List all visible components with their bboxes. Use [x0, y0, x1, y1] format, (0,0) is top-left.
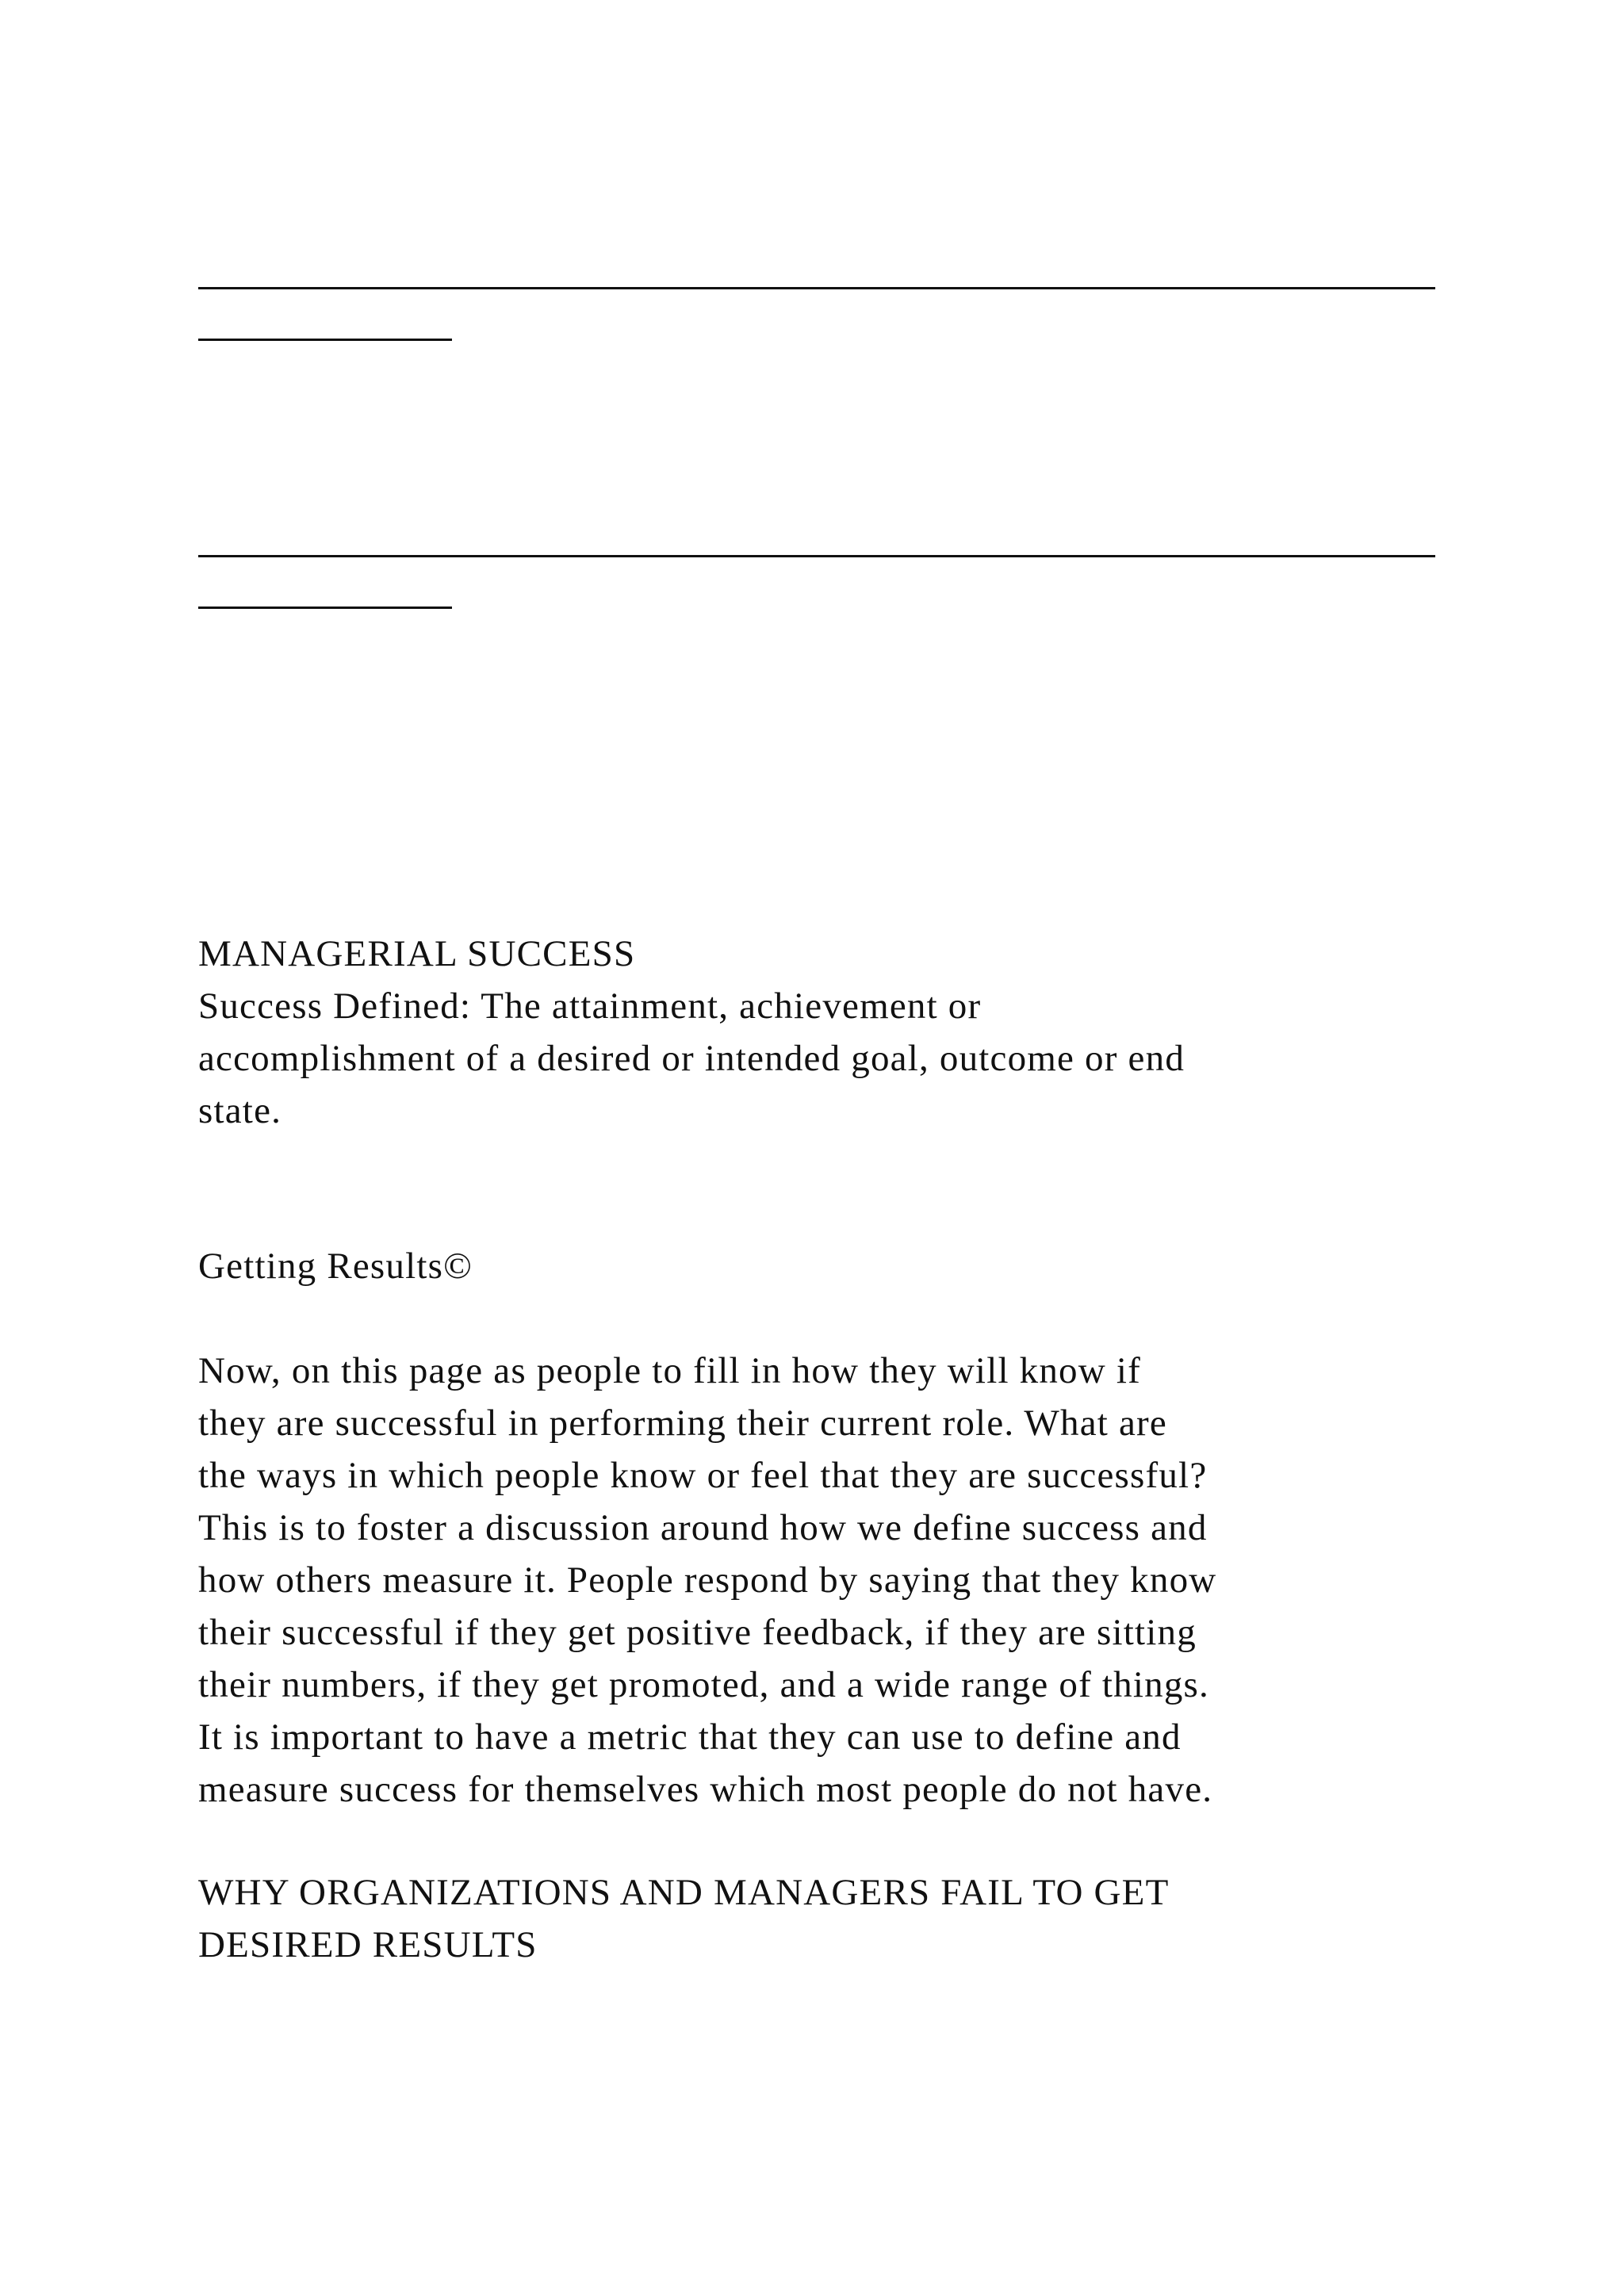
body-line-1: Now, on this page as people to fill in how they will know if — [198, 1350, 1141, 1391]
subheading: Getting Results© — [198, 1246, 473, 1287]
answer-line-1-rule-full — [198, 287, 1435, 289]
page-heading: MANAGERIAL SUCCESS — [198, 933, 636, 974]
body-line-8: It is important to have a metric that they can use to define and — [198, 1716, 1182, 1758]
managerial-success-section — [198, 928, 1483, 1137]
definition-line-2: accomplishment of a desired or intended goal, outcome or end — [198, 1038, 1185, 1079]
definition-line-1: Success Defined: The attainment, achievement or — [198, 985, 982, 1027]
body-line-9: measure success for themselves which most people do not have. — [198, 1769, 1213, 1810]
section-heading — [198, 1866, 1483, 1971]
body-line-5: how others measure it. People respond by saying that they know — [198, 1559, 1217, 1601]
body-line-4: This is to foster a discussion around how we define success and — [198, 1507, 1208, 1548]
answer-line-2-rule-full — [198, 555, 1435, 557]
answer-line-2-rule-short — [198, 607, 452, 609]
definition-line-3: state. — [198, 1090, 282, 1131]
body-line-3: the ways in which people know or feel that they are successful? — [198, 1455, 1208, 1496]
body-line-7: their numbers, if they get promoted, and a wide range of things. — [198, 1664, 1209, 1705]
answer-line-1-rule-short — [198, 339, 452, 341]
answer-line-1[interactable] — [198, 287, 1435, 341]
section-heading-line-1: WHY ORGANIZATIONS AND MANAGERS FAIL TO GET — [198, 1872, 1170, 1913]
answer-line-2[interactable] — [198, 555, 1435, 609]
getting-results-section — [198, 1240, 1483, 1292]
section-heading-line-2: DESIRED RESULTS — [198, 1924, 538, 1965]
body-paragraph — [198, 1345, 1483, 1816]
body-line-2: they are successful in performing their current role. What are — [198, 1402, 1167, 1444]
body-line-6: their successful if they get positive feedback, if they are sitting — [198, 1612, 1197, 1653]
